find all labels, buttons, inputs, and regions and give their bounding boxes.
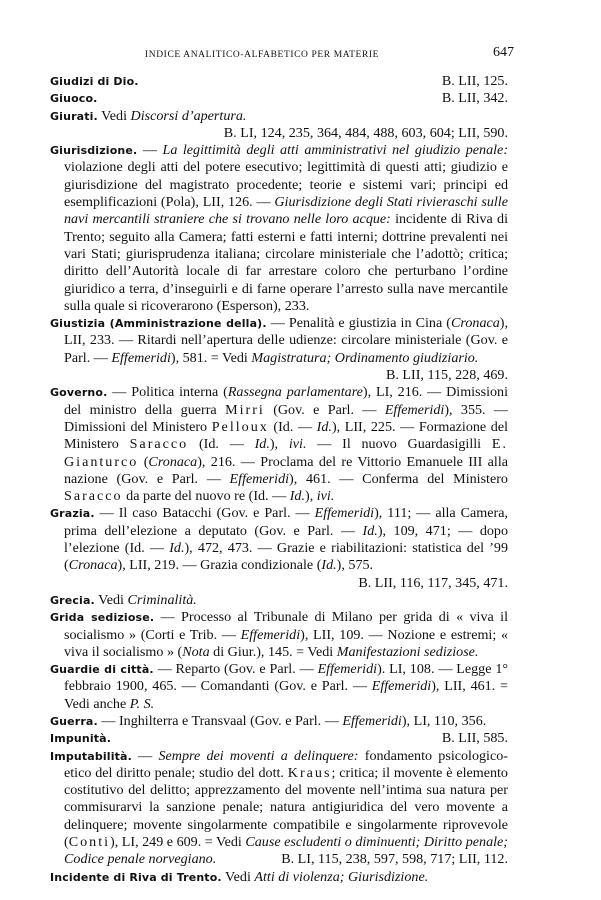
entry-source: Id. xyxy=(169,540,185,557)
index-entry-imputabilita xyxy=(50,748,508,869)
index-entry-guardie-di-citta xyxy=(50,661,508,713)
entry-reference: B. LI, 124, 235, 364, 484, 488, 603, 604; LII, 590. xyxy=(223,124,508,141)
entry-heading: Impunità. xyxy=(50,732,112,746)
entry-reference: B. LII, 342. xyxy=(441,90,508,107)
entry-text: Vedi xyxy=(225,868,251,885)
entry-source: Id. xyxy=(321,557,337,574)
entry-topic: Sempre dei moventi a delinquere: xyxy=(158,747,359,764)
entry-text: ), LII, 225. — Formazione del Ministero xyxy=(64,418,508,453)
entry-text: ), xyxy=(269,436,279,453)
entry-text: — Penalità e giustizia in Cina ( xyxy=(270,315,451,332)
index-entry-grecia xyxy=(50,592,508,609)
entry-heading: Giustizia (Amministrazione della). xyxy=(50,317,267,331)
entry-text: — Inghilterra e Transvaal (Gov. e Parl. — xyxy=(101,712,339,729)
index-entry-grida-sediziose xyxy=(50,609,508,661)
index-entry-giudizi-di-dio xyxy=(50,73,508,90)
spaced-name: Saracco xyxy=(64,488,123,505)
entry-text: di Giur.), 145. = Vedi xyxy=(213,643,334,660)
entry-text: ), 111; — alla Camera, prima dell’elezione a deputato (Gov. e Parl. — xyxy=(64,505,508,539)
running-title: INDICE ANALITICO-ALFABETICO PER MATERIE xyxy=(145,50,380,60)
entry-cross-reference: Atti di violenza; Giurisdizione. xyxy=(254,868,429,885)
spaced-name: Conti xyxy=(68,834,111,851)
entry-source: Cronaca xyxy=(148,453,198,470)
spaced-name: Pelloux xyxy=(211,418,269,435)
entry-text: Vedi xyxy=(98,591,124,608)
index-entry-impunita xyxy=(50,730,508,747)
entry-cross-reference: P. S. xyxy=(129,695,155,712)
entry-text: (Id. — xyxy=(273,418,313,435)
entry-text: — xyxy=(138,747,153,764)
entry-text: Vedi xyxy=(101,107,128,124)
entry-text: — Processo al Tribunale di Milano per grida di « viva il socialismo » (Corti e Trib. — xyxy=(64,609,508,643)
entry-text: ), 581. = Vedi xyxy=(170,349,248,366)
entry-text: (Gov. e Parl. — xyxy=(273,401,377,418)
entry-text: — Politica interna ( xyxy=(112,384,228,401)
entry-text: fondamento psicologico-etico del diritto penale; studio del dott. xyxy=(64,747,508,781)
entry-reference: B. LII, 115, 228, 469. xyxy=(385,367,508,384)
entry-text: ), 461. — Conferma del Ministero xyxy=(289,470,508,487)
entry-topic: La legittimità degli atti amministrativi nel giudizio penale: xyxy=(162,142,509,159)
entry-text: ), 109, 471; — dopo l’elezione (Id. — xyxy=(64,522,509,557)
entry-source: ivi. xyxy=(316,488,335,505)
entry-cross-reference: Cause escludenti o diminuenti; Diritto penale; Codice penale norvegiano. xyxy=(64,834,508,868)
entry-text: ), LII, 461. = Vedi anche xyxy=(64,678,509,712)
entry-text: da parte del nuovo re (Id. — xyxy=(126,488,287,505)
entry-text: — Il nuovo Guardasigilli xyxy=(317,436,482,453)
entry-source: Effemeridi xyxy=(317,661,378,678)
spaced-name: Kraus xyxy=(287,764,332,781)
entry-cross-reference: Manifestazioni sediziose. xyxy=(336,643,479,660)
index-entry-giurisdizione xyxy=(50,142,508,315)
entry-text: ), 216. — Proclama del re Vittorio Emanuele III alla nazione (Gov. e Parl. — xyxy=(64,453,509,487)
entry-heading: Imputabilità. xyxy=(50,749,132,763)
spaced-name: Saracco xyxy=(129,436,189,453)
entry-source: Cronaca xyxy=(68,557,118,574)
entry-heading: Governo. xyxy=(50,386,108,400)
entry-text: incidente di Riva di Trento; seguito alla Camera; fatti esterni e fatti interni; dottrine prevalenti nei vari Stati; giurisprudenza italiana; circolare ministeriale che l’adottò; critica; diritto dell’Autorità locale di far arrestare coloro che perturbano l’ordine giuridico a terra, d’inseguirli e di farne operare l’arresto sulla nave mercantile sulla quale si ricoverarono (Esperson), 233. xyxy=(64,211,508,314)
entry-text: ( xyxy=(143,453,149,470)
entry-text: ), 575. xyxy=(336,557,374,574)
entry-text: (Id. — xyxy=(198,436,244,453)
index-entry-giurati xyxy=(50,108,508,143)
entry-topic: Giurisdizione degli Stati rivieraschi sulle navi mercantili straniere che si trovano nelle loro acque: xyxy=(64,194,508,228)
entry-heading: Guardie di città. xyxy=(50,663,154,677)
entry-heading: Grecia. xyxy=(50,593,95,607)
entry-source: Cronaca xyxy=(450,315,500,332)
entry-source: Effemeridi xyxy=(314,505,375,522)
entry-source: ivi. xyxy=(288,436,307,453)
page-header xyxy=(50,45,514,66)
index-entry-guerra xyxy=(50,713,508,730)
entry-reference: B. LII, 125. xyxy=(441,73,508,89)
entry-heading: Giuoco. xyxy=(50,92,98,106)
index-entry-incidente-di-riva-di-trento xyxy=(50,869,508,886)
entry-reference: B. LII, 585. xyxy=(441,730,508,747)
entry-text: ), LI, 249 e 609. = Vedi xyxy=(110,834,242,851)
index-entry-governo xyxy=(50,384,508,505)
entry-text: ), xyxy=(305,488,314,505)
entry-source: Nota xyxy=(182,643,210,660)
index-entry-grazia xyxy=(50,505,508,591)
entry-heading: Giurisdizione. xyxy=(50,144,138,158)
entry-text: ), LII, 219. — Grazia condizionale ( xyxy=(117,557,322,574)
index-entry-giuoco xyxy=(50,90,508,107)
entry-text: — xyxy=(142,142,157,159)
entry-text: ), 355. — Dimissioni del Ministero xyxy=(64,401,509,435)
spaced-name: E. Gianturco xyxy=(64,436,509,470)
entry-text: ). LI, 108. — Legge 1° febbraio 1900, 465. — Comandanti (Gov. e Parl. — xyxy=(64,661,509,695)
entry-cross-reference: Criminalità. xyxy=(127,591,197,608)
index-entry-giustizia xyxy=(50,315,508,384)
entry-cross-reference: Discorsi d’apertura. xyxy=(130,107,247,124)
entry-text: ), LI, 216. — Dimissioni del ministro della guerra xyxy=(64,384,508,418)
entry-source: Id. xyxy=(316,418,332,435)
entry-text: — Reparto (Gov. e Parl. — xyxy=(157,661,314,678)
entry-source: Effemeridi xyxy=(229,470,290,487)
entry-source: Id. xyxy=(254,436,270,453)
entry-heading: Guerra. xyxy=(50,714,98,728)
entry-source: Id. xyxy=(289,488,305,505)
entry-heading: Grida sediziose. xyxy=(50,611,155,625)
entry-source: Effemeridi xyxy=(240,626,301,643)
entry-reference: B. LI, 115, 238, 597, 598, 717; LII, 112. xyxy=(281,851,508,868)
page-number: 647 xyxy=(493,45,514,60)
entry-text: — Il caso Batacchi (Gov. e Parl. — xyxy=(99,505,310,522)
entry-source: Effemeridi xyxy=(111,349,171,366)
entry-source: Effemeridi xyxy=(342,712,402,729)
entry-text: ), 472, 473. — Grazie e riabilitazioni: statistica del ’99 ( xyxy=(64,540,508,574)
entry-source: Effemeridi xyxy=(384,401,445,418)
entry-source: Effemeridi xyxy=(371,678,432,695)
entry-text: ), LII, 233. — Ritardi nell’apertura delle udienze: circolare ministeriale (Gov. e Parl. — xyxy=(64,315,509,366)
entry-cross-reference: Magistratura; Ordinamento giudiziario. xyxy=(251,349,479,366)
entry-heading: Giurati. xyxy=(50,109,98,123)
entry-text: ; critica; il movente è elemento costitutivo del delitto; apprezzamento del movente nell’intima sua natura per commisurarvi la sanzione penale; natura antigiuridica del vero movente a delinquere; movente singolarmente compatibile e singolarmente riprovevole ( xyxy=(64,764,508,851)
entry-source: Id. xyxy=(362,522,378,539)
entry-heading: Giudizi di Dio. xyxy=(50,75,139,88)
entry-text: violazione degli atti del potere esecutivo; legittimità di questi atti; giudizio e giurisdizione del magistrato procedente; teorie e sistemi vari; principi ed esemplificazioni (Pola), LII, 126. — xyxy=(64,159,508,211)
index-page xyxy=(50,45,514,886)
entry-text: ), LII, 109. — Nozione e estremi; « viva il socialismo » ( xyxy=(64,626,508,660)
entry-heading: Incidente di Riva di Trento. xyxy=(50,870,222,884)
spaced-name: Mirri xyxy=(225,401,265,418)
entry-heading: Grazia. xyxy=(50,507,95,521)
entry-reference: B. LII, 116, 117, 345, 471. xyxy=(358,574,508,591)
entry-text: ), LI, 110, 356. xyxy=(401,712,487,729)
entry-source: Rassegna parlamentare xyxy=(227,384,363,401)
